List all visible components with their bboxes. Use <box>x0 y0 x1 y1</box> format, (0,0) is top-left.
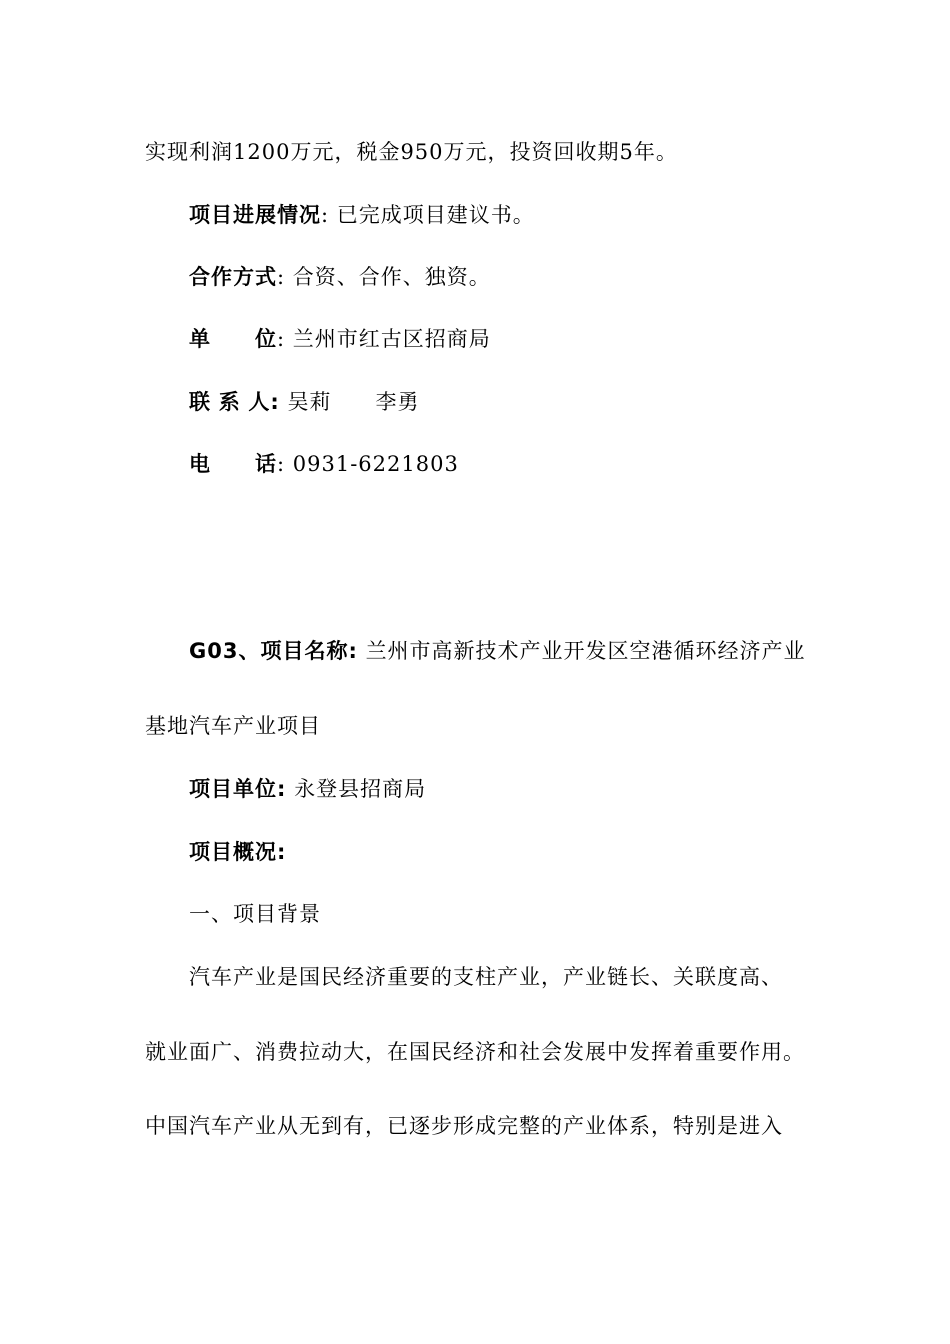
cooperation-label: 合作方式 <box>189 265 277 289</box>
text-line-project-unit <box>189 775 426 803</box>
contact-label-a: 联 <box>189 390 211 414</box>
text-line-overview <box>189 838 286 866</box>
contact-colon: : <box>270 390 280 414</box>
project-unit-value: 永登县招商局 <box>294 777 427 801</box>
phone-label-a: 电 <box>189 452 211 476</box>
text-line-phone <box>189 450 459 478</box>
text-line-cooperation <box>189 263 491 291</box>
project-unit-label: 项目单位 <box>189 777 277 801</box>
unit-label-b: 位 <box>255 327 277 351</box>
g03-colon: : <box>348 639 358 663</box>
contact-label-b: 系 <box>218 390 241 414</box>
progress-label: 项目进展情况 <box>189 203 321 227</box>
g03-value-1: 兰州市高新技术产业开发区空港循环经济产业 <box>365 639 806 663</box>
text-line-background-heading <box>189 900 321 928</box>
g03-label: G03、项目名称 <box>189 639 349 663</box>
text-line-contact <box>189 388 419 416</box>
contact-name-1: 吴莉 <box>287 390 332 414</box>
text-line-progress <box>189 201 535 229</box>
cooperation-colon: : <box>277 265 286 289</box>
progress-colon: : <box>321 203 330 227</box>
progress-value: 已完成项目建议书。 <box>336 203 535 227</box>
background-heading: 一、项目背景 <box>189 902 321 926</box>
overview-label: 项目概况: <box>189 840 287 864</box>
unit-colon: : <box>277 327 286 351</box>
paragraph-line-1: 汽车产业是国民经济重要的支柱产业，产业链长、关联度高、 <box>189 965 783 989</box>
phone-value: 0931-6221803 <box>292 452 459 476</box>
profit-text: 实现利润1200万元，税金950万元，投资回收期5年。 <box>145 140 678 164</box>
paragraph-line-2: 就业面广、消费拉动大，在国民经济和社会发展中发挥着重要作用。 <box>145 1040 805 1064</box>
project-unit-colon: : <box>277 777 287 801</box>
cooperation-value: 合资、合作、独资。 <box>292 265 491 289</box>
phone-colon: : <box>277 452 286 476</box>
text-line-profit <box>145 138 678 166</box>
text-line-g03-title-cont <box>145 712 321 740</box>
text-line-para-1 <box>189 963 783 991</box>
text-line-g03-title <box>189 637 806 665</box>
contact-name-2: 李勇 <box>375 390 420 414</box>
unit-label-a: 单 <box>189 327 211 351</box>
text-line-unit <box>189 325 491 353</box>
text-line-para-3 <box>145 1112 783 1140</box>
contact-label-c: 人 <box>248 390 271 414</box>
phone-label-b: 话 <box>255 452 277 476</box>
unit-value: 兰州市红古区招商局 <box>292 327 491 351</box>
paragraph-line-3: 中国汽车产业从无到有，已逐步形成完整的产业体系，特别是进入 <box>145 1114 783 1138</box>
g03-value-2: 基地汽车产业项目 <box>145 714 321 738</box>
text-line-para-2 <box>145 1038 805 1066</box>
